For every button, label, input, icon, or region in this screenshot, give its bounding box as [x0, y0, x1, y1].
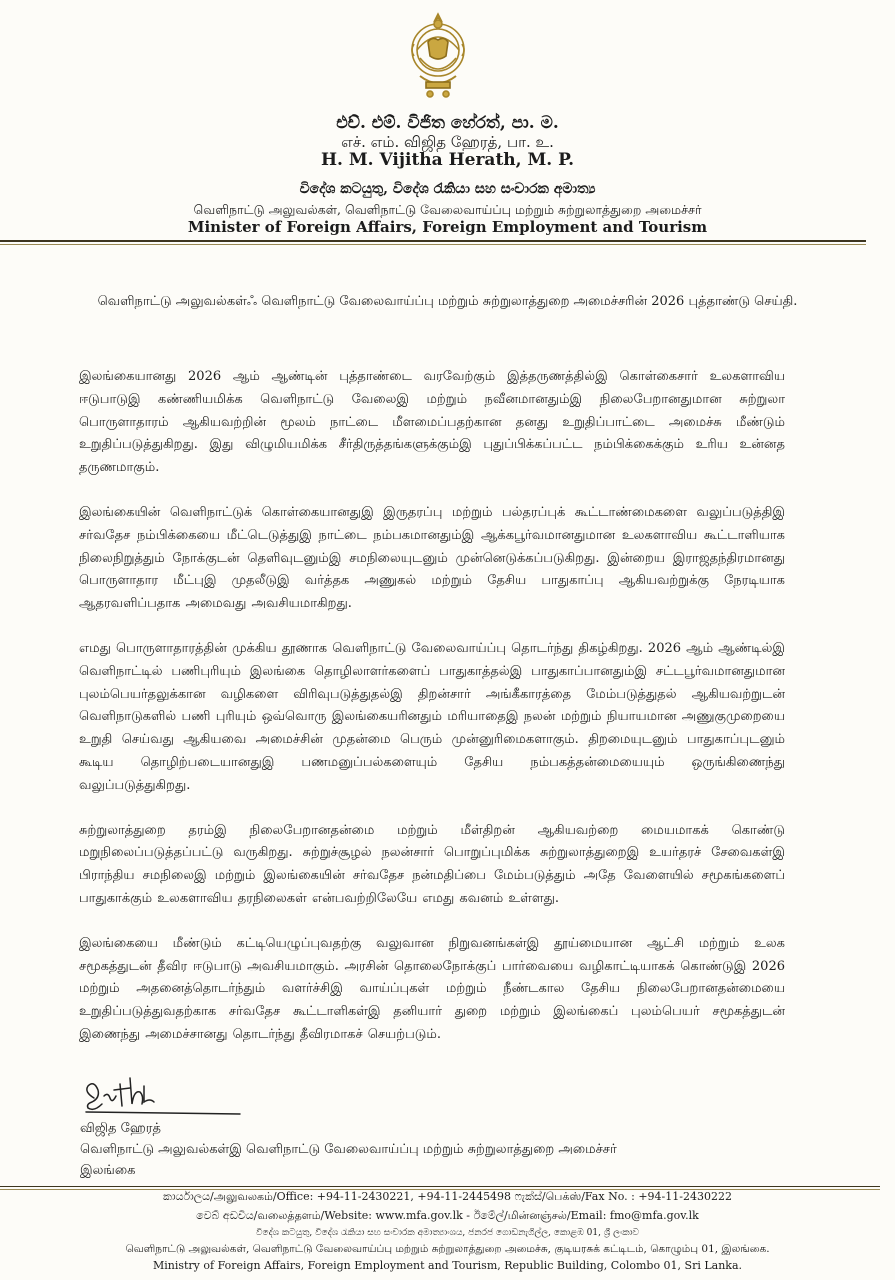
body-paragraph: சுற்றுலாத்துறை தரம்இ நிலைபேறானதன்மை மற்றும் மீள்திறன் ஆகியவற்றை மையமாகக் கொண்டு மறுநிலைப்படுத்தப்பட்டு வருகிறது. சுற்றுச்சூழல் நலன்சார் பொறுப்புமிக்க சுற்றுலாத்துறைஇ உயர்தரச் சேவைகள்இ பிராந்திய சமநிலைஇ மற்றும் இலங்கையின் சர்வதேச நன்மதிப்பை மேம்படுத்தும் அதே வேளையில் சமூகங்களைப் பாதுகாக்கும் உலகளாவிய தரநிலைகள் என்பவற்றிலேயே எமது கவனம் உள்ளது. — [79, 822, 785, 906]
minister-title-sinhala: විදේශ කටයුතු, විදේශ රැකියා සහ සංචාරක අමාත්‍ය — [299, 181, 596, 197]
minister-name-sinhala: එච්. එම්. විජිත හේරත්, පා. ම. — [336, 113, 559, 133]
letter-body — [79, 366, 785, 1069]
sri-lanka-state-emblem-icon — [406, 10, 470, 98]
footer-address-tamil: வெளிநாட்டு அலுவல்கள், வெளிநாட்டு வேலைவாய்ப்பு மற்றும் சுற்றுலாத்துறை அமைச்சு, குடியரசுக் கட்டிடம், கொழும்பு 01, இலங்கை. — [125, 1243, 770, 1255]
body-paragraph: இலங்கையின் வெளிநாட்டுக் கொள்கையானதுஇ இருதரப்பு மற்றும் பல்தரப்புக் கூட்டாண்மைகளை வலுப்படுத்திஇ சர்வதேச நம்பிக்கையை மீட்டெடுத்துஇ நாட்டை நம்பகமானதும்இ ஆக்கபூர்வமானதுமான உலகளாவிய கூட்டாளியாக நிலைநிறுத்தும் நோக்குடன் தெளிவுடனும்இ சமநிலையுடனும் முன்னெடுக்கப்படுகிறது. இன்றைய இராஜதந்திரமானது பொருளாதார மீட்புஇ முதலீடுஇ வர்த்தக அணுகல் மற்றும் தேசிய பாதுகாப்பு ஆகியவற்றுக்கு நேரடியாக ஆதரவளிப்பதாக அமைவது அவசியமாகிறது. — [79, 504, 785, 612]
body-paragraph: எமது பொருளாதாரத்தின் முக்கிய தூணாக வெளிநாட்டு வேலைவாய்ப்பு தொடர்ந்து திகழ்கிறது. 2026 ஆம் ஆண்டில்இ வெளிநாட்டில் பணிபுரியும் இலங்கை தொழிலாளர்களைப் பாதுகாத்தல்இ பாதுகாப்பானதும்இ சட்டபூர்வமானதுமான புலம்பெயர்தலுக்கான வழிகளை விரிவுபடுத்துதல்இ திறன்சார் அங்கீகாரத்தை மேம்படுத்துதல் ஆகியவற்றுடன் வெளிநாடுகளில் பணி புரியும் ஒவ்வொரு இலங்கையரினதும் மரியாதைஇ நலன் மற்றும் நியாயமான அணுகுமுறையை உறுதி செய்வது ஆகியவை அமைச்சின் முதன்மை பெரும் முன்னுரிமைகளாகும். திறமையுடனும் பாதுகாப்புடனும் கூடிய தொழிற்படையானதுஇ பணமனுப்பல்களையும் தேசிய நம்பகத்தன்மையையும் ஒருங்கிணைந்து வலுப்படுத்துகிறது. — [79, 640, 785, 793]
footer-contact-web: වෙබ් අඩවිය/வலைத்தளம்/Website: www.mfa.gov.lk - ඊමේල්/மின்னஞ்சல்/Email: fmo@mfa.gov.lk — [196, 1209, 699, 1222]
header-divider — [0, 240, 866, 242]
footer-contact-phone: කාර්යාලය/அலுவலகம்/Office: +94-11-2430221, +94-11-2445498 ෆැක්ස්/பெக்ஸ்/Fax No. : +94-11-2430222 — [163, 1190, 732, 1203]
footer-address-english: Ministry of Foreign Affairs, Foreign Employment and Tourism, Republic Building, Colombo 01, Sri Lanka. — [152, 1259, 743, 1272]
signatory-country: இலங்கை — [80, 1163, 136, 1178]
body-paragraph: இலங்கையை மீண்டும் கட்டியெழுப்புவதற்கு வலுவான நிறுவனங்கள்இ தூய்மையான ஆட்சி மற்றும் உலக சமூகத்துடன் தீவிர ஈடுபாடு அவசியமாகும். அரசின் தொலைநோக்குப் பார்வையை வழிகாட்டியாகக் கொண்டுஇ 2026 மற்றும் அதனைத்தொடர்ந்தும் வளர்ச்சிஇ வாய்ப்புகள் மற்றும் நீண்டகால தேசிய நிலைபேறானதன்மையை உறுதிப்படுத்துவதற்காக சர்வதேச கூட்டாளிகள்இ தனியார் துறை மற்றும் இலங்கைப் புலம்பெயர் சமூகத்துடன் இணைந்து அமைச்சானது தொடர்ந்து தீவிரமாகச் செயற்படும். — [79, 935, 785, 1042]
minister-title-english: Minister of Foreign Affairs, Foreign Employment and Tourism — [187, 218, 708, 236]
body-paragraph: இலங்கையானது 2026 ஆம் ஆண்டின் புத்தாண்டை வரவேற்கும் இத்தருணத்தில்இ கொள்கைசார் உலகளாவிய ஈடுபாடுஇ கண்ணியமிக்க வெளிநாட்டு வேலைஇ மற்றும் நவீனமானதும்இ நிலைபேறானதுமான சுற்றுலா பொருளாதாரம் ஆகியவற்றின் மூலம் நாட்டை மீளமைப்பதற்கான தனது உறுதிப்பாட்டை அமைச்சு மீண்டும் உறுதிப்படுத்துகிறது. இது விழுமியமிக்க சீர்திருத்தங்களுக்கும்இ புதுப்பிக்கப்பட்ட நம்பிக்கைக்கும் உரிய உன்னத தருணமாகும். — [79, 369, 785, 476]
footer-address-sinhala: විදේශ කටයුතු, විදේශ රැකියා සහ සංචාරක අමාත්‍යාංශය, ජනරජ ගොඩනැගිල්ල, කොළඹ 01, ශ්‍රී ලංකාව — [255, 1228, 640, 1238]
minister-name-tamil: எச். எம். விஜித ஹேரத், பா. உ. — [341, 133, 554, 151]
minister-title-tamil: வெளிநாட்டு அலுவல்கள், வெளிநாட்டு வேலைவாய்ப்பு மற்றும் சுற்றுலாத்துறை அமைச்சர் — [193, 202, 702, 217]
handwritten-signature — [80, 1068, 245, 1118]
letter-subject: வெளிநாட்டு அலுவல்கள்ஃ வெளிநாட்டு வேலைவாய்ப்பு மற்றும் சுற்றுலாத்துறை அமைச்சரின் 2026 புத்தாண்டு செய்தி. — [97, 294, 798, 309]
header-divider-secondary — [0, 244, 866, 245]
signature-block — [80, 1118, 617, 1181]
footer-divider — [0, 1186, 880, 1187]
signatory-title: வெளிநாட்டு அலுவல்கள்இ வெளிநாட்டு வேலைவாய்ப்பு மற்றும் சுற்றுலாத்துறை அமைச்சர் — [80, 1142, 617, 1157]
minister-name-english: H. M. Vijitha Herath, M. P. — [320, 150, 575, 170]
signatory-name: விஜித ஹேரத் — [80, 1121, 161, 1136]
